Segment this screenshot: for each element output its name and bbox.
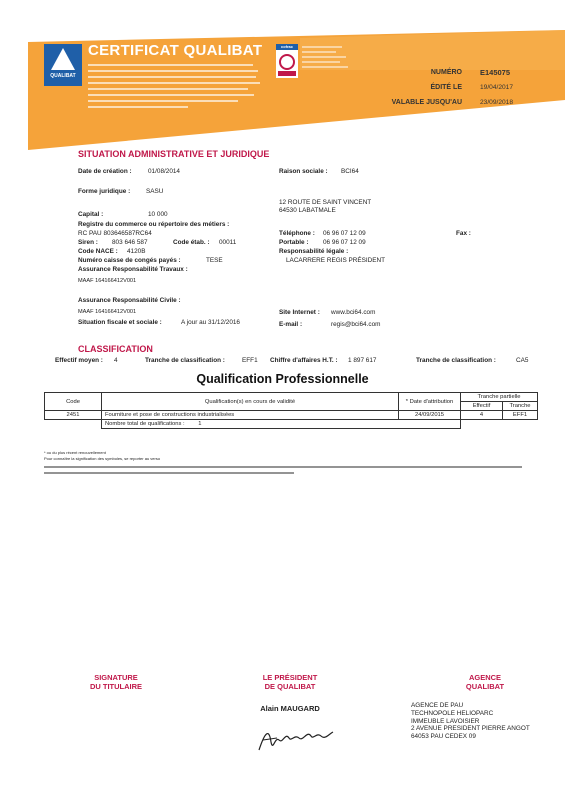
telephone-label: Téléphone : [279,230,315,237]
code-etab-value: 00011 [219,239,237,246]
qualibat-logo [44,44,82,86]
logo-triangle-icon [51,48,75,70]
portable-value: 06 96 07 12 09 [323,239,366,246]
edite-value: 19/04/2017 [480,84,514,91]
caisse-value: TESE [206,257,223,264]
numero-label: NUMÉRO [430,69,462,76]
cofrac-logo: cofrac [276,44,298,78]
classification-title: CLASSIFICATION [78,344,153,354]
raison-sociale-label: Raison sociale : [279,168,328,175]
tranche2-label: Tranche de classification : [416,357,496,364]
siren-label: Siren : [78,239,98,246]
effectif-value: 4 [114,357,118,364]
qualification-table [44,392,538,429]
admin-section-title: SITUATION ADMINISTRATIVE ET JURIDIQUE [78,149,270,159]
agence-heading: AGENCE QUALIBAT [465,673,505,691]
president-signature [255,722,335,756]
table-header-row [45,393,538,402]
banner-shape [0,0,565,165]
capital-label: Capital : [78,211,104,218]
situation-label: Situation fiscale et sociale : [78,319,162,326]
header-banner [0,0,565,165]
total-cell [102,420,461,429]
logo-label: QUALIBAT [50,73,76,79]
tranche1-value: EFF1 [242,357,258,364]
header-tranche-sub: Tranche [503,402,538,411]
ca-value: 1 897 617 [348,357,377,364]
note-1: * ou du plus récent renouvellement [44,450,106,455]
numero-value: E145075 [480,68,511,77]
row-date: 24/09/2015 [399,411,461,420]
resp-legale-label: Responsabilité légale : [279,248,349,255]
header-date: * Date d'attribution [399,393,461,411]
telephone-value: 06 96 07 12 09 [323,230,366,237]
note-2: Pour connaître la signification des symboles, se reporter au verso [44,456,161,461]
agence-address: AGENCE DE PAU TECHNOPOLE HELIOPARC IMMEUBLE LAVOISIER 2 AVENUE PRESIDENT PIERRE ANGOT 64053 PAU CEDEX 09 [411,702,530,741]
email-label: E-mail : [279,321,303,328]
site-label: Site Internet : [279,309,320,316]
date-creation-value: 01/08/2014 [148,168,180,175]
valable-value: 23/09/2018 [480,99,514,106]
address-line1: 12 ROUTE DE SAINT VINCENT [279,199,372,206]
fine-print-lines [88,61,263,119]
effectif-label: Effectif moyen : [55,357,103,364]
forme-juridique-value: SASU [146,188,164,195]
cofrac-emblem-icon [276,50,298,78]
total-value: 1 [198,421,202,427]
certificate-title: CERTIFICAT QUALIBAT [88,42,263,59]
code-nace-value: 4120B [127,248,146,255]
qualification-title: Qualification Professionnelle [196,372,369,386]
president-name: Alain MAUGARD [260,704,320,713]
code-nace-label: Code NACE : [78,248,118,255]
portable-label: Portable : [279,239,309,246]
registre-value: RC PAU 803646587RC64 [78,230,152,237]
ca-label: Chiffre d'affaires H.T. : [270,357,338,364]
caisse-label: Numéro caisse de congés payés : [78,257,181,264]
edite-label: ÉDITÉ LE [430,84,462,91]
total-label: Nombre total de qualifications : [105,421,185,427]
banner-fine-print [88,61,263,120]
table-row [45,411,538,420]
date-creation-label: Date de création : [78,168,132,175]
assurance-civile-value: MAAF 164166412V001 [78,309,137,315]
siren-value: 803 646 587 [112,239,148,246]
tranche2-value: CA5 [516,357,529,364]
header-code: Code [45,393,102,411]
code-etab-label: Code étab. : [173,239,210,246]
header-effectif: Effectif [461,402,503,411]
email-value[interactable]: regis@bci64.com [331,321,381,328]
assurance-travaux-label: Assurance Responsabilité Travaux : [78,266,188,273]
note-3-text [44,463,524,481]
capital-value: 10 000 [148,211,168,218]
registre-label: Registre du commerce ou répertoire des métiers : [78,221,230,228]
header-tranche: Tranche partielle [461,393,538,402]
forme-juridique-label: Forme juridique : [78,188,131,195]
table-total-row [45,420,538,429]
row-tranche: EFF1 [503,411,538,420]
row-label: Fourniture et pose de constructions industrialisées [102,411,399,420]
valable-label: VALABLE JUSQU'AU [391,99,462,106]
titulaire-heading: SIGNATURE DU TITULAIRE [89,673,143,691]
resp-legale-value: LACARRERE REGIS PRÉSIDENT [286,257,386,264]
site-value[interactable]: www.bci64.com [331,309,376,316]
raison-sociale-value: BCI64 [341,168,359,175]
header-qualifs: Qualification(s) en cours de validité [102,393,399,411]
row-code: 2451 [45,411,102,420]
tranche1-label: Tranche de classification : [145,357,225,364]
assurance-travaux-value: MAAF 164166412V001 [78,278,137,284]
fax-label: Fax : [456,230,471,237]
situation-value: A jour au 31/12/2016 [181,319,240,326]
assurance-civile-label: Assurance Responsabilité Civile : [78,297,181,304]
address-line2: 64530 LABATMALE [279,207,336,214]
president-heading: LE PRÉSIDENT DE QUALIBAT [262,673,318,691]
row-effectif: 4 [461,411,503,420]
